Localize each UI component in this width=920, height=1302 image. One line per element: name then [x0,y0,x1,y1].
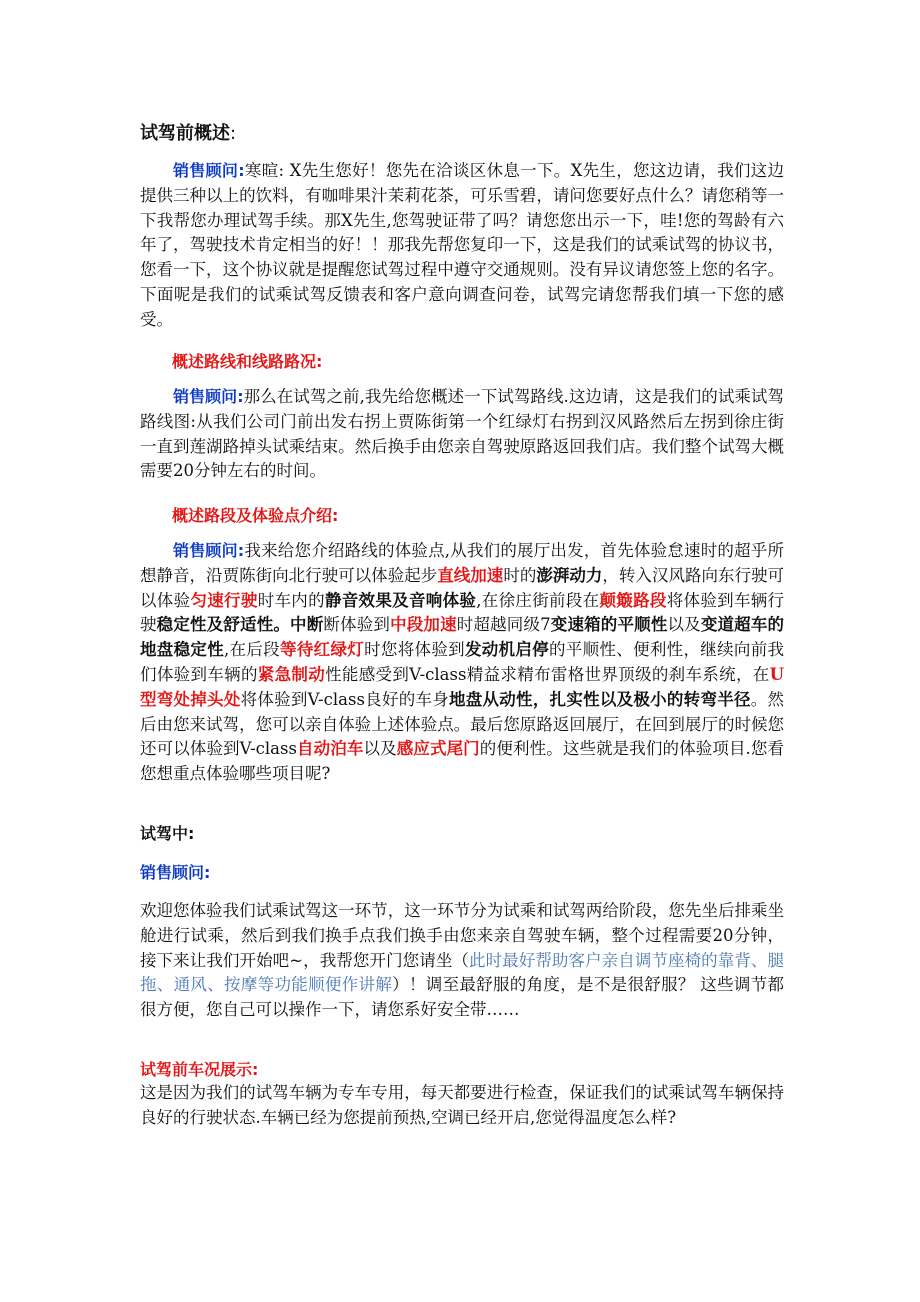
bold-term: 地盘从动性，扎实性以及极小的转弯半径 [449,689,751,709]
speaker-label: 销售顾问: [173,541,245,560]
text-run: 断体验到 [323,615,391,635]
text-run: 性能感受到V-class精益求精布雷格世界顶级的刹车系统，在 [325,664,770,684]
bold-term: 澎湃动力 [536,565,603,585]
section-heading-condition: 试驾前车况展示: [140,1060,259,1079]
text-run: 。然后由您来试驾，您可以亲自体验上述体验点。最后您原路返回展厅，在回到展厅的时候您还可以体验到V-class [140,689,785,759]
text-run: ）！调至最舒服的角度，是不是很舒服？ 这些调节都很方便，您自己可以操作一下，请您系好安全带…… [140,975,784,1020]
paragraph-condition: 这是因为我们的试驾车辆为专车专用，每天都要进行检查，保证我们的试乘试驾车辆保持良好的行驶状态.车辆已经为您提前预热,空调已经开启,您觉得温度怎么样? [140,1083,784,1127]
section-heading-text: 概述路段及体验点介绍: [172,506,339,525]
highlight-term: 直线加速 [437,565,504,585]
text-run: 时您将体验到 [364,640,465,660]
section-heading-route: 概述路线和线路路况: [172,352,323,371]
bold-term: 发动机启停 [464,640,549,660]
speaker-label: 销售顾问: [173,161,245,180]
title-text: 试驾前概述 [140,123,230,144]
speaker-label-during: 销售顾问: [140,863,211,882]
section-heading-during: 试驾中: [140,824,195,843]
text-run: 时车内的 [257,590,325,610]
bold-term: 静音效果及音响体验 [324,590,477,610]
text-run: 的平顺性、便利性，继续向前我们体验到车辆的 [140,640,785,684]
title-colon: : [230,123,237,144]
paragraph-greeting [140,159,784,333]
paragraph-experience-points [140,539,784,787]
text-run: 欢迎您体验我们试乘试驾这一环节，这一环节分为试乘和试驾两给阶段，您先坐后排乘坐舱进行试乘，然后到我们换手点我们换手由您来亲自驾驶车辆，整个过程需要20分钟，接下来让我们开始吧~，我帮您开门您请坐（ [140,901,784,970]
text-run: 以及 [363,739,397,759]
bold-term: 稳定性及舒适性。中断 [156,615,324,635]
highlight-term: 紧急制动 [257,664,326,684]
text-run: 以及 [667,615,701,635]
paragraph-text: 那么在试驾之前,我先给您概述一下试驾路线.这边请，这是我们的试乘试驾路线图:从我们公司门前出发右拐上贾陈街第一个红绿灯右拐到汉风路然后左拐到徐庄街一直到莲湖路掉头试乘结束。然后换手由您亲自驾驶原路返回我们店。我们整个试驾大概需要20分钟左右的时间。 [140,387,784,481]
text-run: ,在后段 [224,640,281,660]
highlight-term: 感应式尾门 [396,739,480,759]
speaker-label: 销售顾问: [173,387,244,406]
page-title [140,119,784,145]
paragraph-during [140,899,784,1023]
text-run: 将体验到V-class良好的车身 [240,689,449,709]
text-run: 的便利性。这些就是我们的体验项目.您看您想重点体验哪些项目呢? [140,739,785,784]
paragraph-route [140,385,784,484]
paragraph-text: 寒暄: X先生您好！您先在洽谈区休息一下。X先生，您这边请，我们这边提供三种以上的饮料，有咖啡果汁茉莉花茶，可乐雪碧，请问您要好点什么？请您稍等一下我帮您办理试驾手续。那X先生,您驾驶证带了吗？请您您出示一下，哇!您的驾龄有六年了，驾驶技术肯定相当的好！！那我先帮您复印一下，这是我们的试乘试驾的协议书，您看一下，这个协议就是提醒您试驾过程中遵守交通规则。没有异议请您签上您的名字。下面呢是我们的试乘试驾反馈表和客户意向调查问卷，试驾完请您帮我们填一下您的感受。 [140,161,784,329]
highlight-term: 自动泊车 [296,739,364,759]
text-run: 将体验到车辆行驶 [140,590,785,635]
highlight-term: 等待红绿灯 [280,640,365,660]
section-heading-points [140,503,784,526]
highlight-term: 匀速行驶 [190,590,258,610]
text-run: 我来给您介绍路线的体验点,从我们的展厅出发，首先体验怠速时的超乎所想静音，沿贾陈街向北行驶可以体验起步 [140,541,784,585]
highlight-term: U型弯处掉头处 [140,664,784,709]
text-run: ,在徐庄街前段在 [476,590,600,610]
text-run: 时的 [503,565,537,585]
highlight-term: 颠簸路段 [599,590,667,610]
highlight-term: 中段加速 [390,615,457,635]
text-run: ，转入汉风路向东行驶可以体验 [140,565,785,610]
bold-term: 变道超车的地盘稳定性 [140,615,785,660]
bold-term: 变速箱的平顺性 [550,615,668,635]
instruction-note: 此时最好帮助客户亲自调节座椅的靠背、腿拖、通风、按摩等功能顺便作讲解 [140,950,785,995]
text-run: 时超越同级7 [456,615,551,635]
